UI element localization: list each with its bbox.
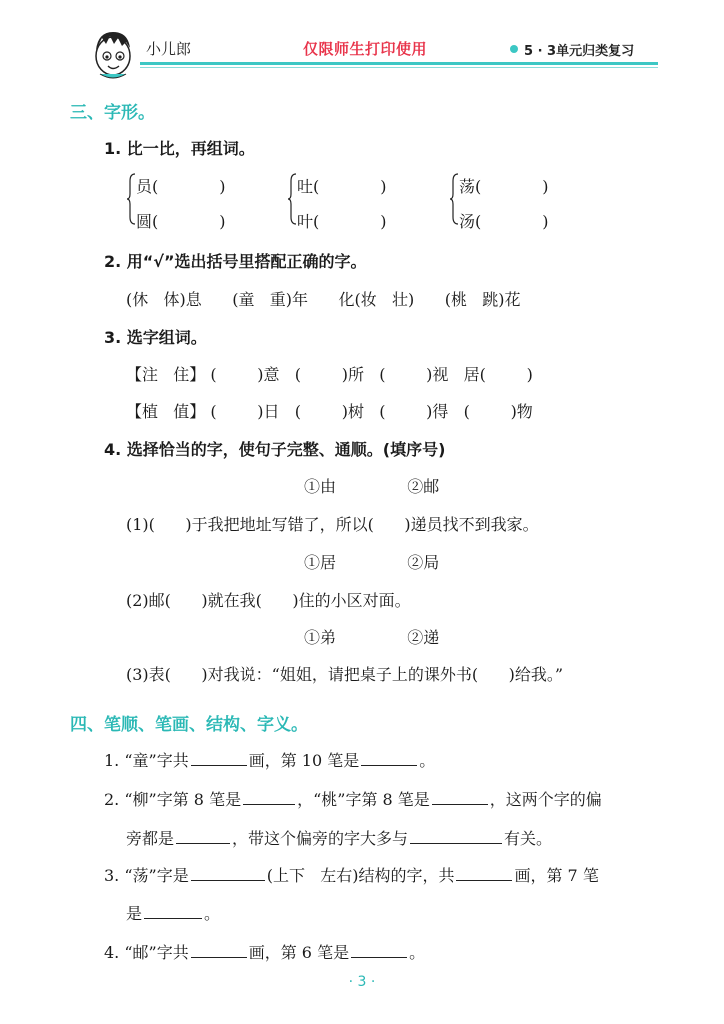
q1-title: 1. 比一比，再组词。 bbox=[104, 139, 255, 158]
compare-word-2-top: 吐( ) bbox=[297, 177, 387, 196]
q2-title: 2. 用“√”选出括号里搭配正确的字。 bbox=[104, 252, 367, 271]
s4-line-3: 3. “荡”字是 (上下 左右)结构的字，共 画，第 7 笔 bbox=[104, 866, 599, 885]
q4-options-3: ①弟 ②递 bbox=[304, 628, 440, 647]
compare-word-1-top: 员( ) bbox=[136, 177, 226, 196]
q3-title: 3. 选字组词。 bbox=[104, 328, 207, 347]
compare-word-2-bottom: 叶( ) bbox=[297, 212, 387, 231]
answer-blank[interactable] bbox=[144, 905, 202, 919]
q3-line-2: 【植 值】 ( )日 ( )树 ( )得 ( )物 bbox=[126, 402, 533, 421]
page-header bbox=[0, 0, 724, 90]
answer-blank[interactable] bbox=[351, 944, 407, 958]
q4-sentence-1: (1)( )于我把地址写错了，所以( )递员找不到我家。 bbox=[126, 515, 539, 534]
boy-mascot-logo bbox=[88, 26, 138, 82]
s4-line-4: 4. “邮”字共 画，第 6 笔是 。 bbox=[104, 943, 426, 962]
answer-blank[interactable] bbox=[176, 830, 230, 844]
answer-blank[interactable] bbox=[191, 867, 265, 881]
s4-line-3b: 是 。 bbox=[126, 904, 221, 923]
answer-blank[interactable] bbox=[191, 944, 247, 958]
section-3-title: 三、字形。 bbox=[70, 103, 155, 123]
s4-line-2b: 旁都是 ，带这个偏旁的字大多与 有关。 bbox=[126, 829, 553, 848]
compare-word-1-bottom: 圆( ) bbox=[136, 212, 226, 231]
q4-options-1: ①由 ②邮 bbox=[304, 477, 440, 496]
q3-line-1: 【注 住】 ( )意 ( )所 ( )视 居( ) bbox=[126, 365, 533, 384]
brace-icon bbox=[450, 173, 459, 225]
s4-line-2: 2. “柳”字第 8 笔是 ，“桃”字第 8 笔是 ，这两个字的偏 bbox=[104, 790, 602, 809]
answer-blank[interactable] bbox=[410, 830, 502, 844]
bullet-dot-icon bbox=[510, 45, 518, 53]
page-number: · 3 · bbox=[348, 974, 376, 990]
q2-choices: (休 体)息 (童 重)年 化(妆 壮) (桃 跳)花 bbox=[126, 290, 521, 309]
header-rule bbox=[140, 62, 658, 65]
compare-word-3-top: 荡( ) bbox=[459, 177, 549, 196]
usage-notice: 仅限师生打印使用 bbox=[303, 40, 428, 58]
q4-options-2: ①居 ②局 bbox=[304, 553, 440, 572]
answer-blank[interactable] bbox=[456, 867, 512, 881]
section-4-title: 四、笔顺、笔画、结构、字义。 bbox=[70, 715, 308, 735]
answer-blank[interactable] bbox=[432, 791, 488, 805]
header-rule-thin bbox=[140, 67, 658, 68]
q4-sentence-2: (2)邮( )就在我( )住的小区对面。 bbox=[126, 591, 411, 610]
answer-blank[interactable] bbox=[191, 752, 247, 766]
answer-blank[interactable] bbox=[361, 752, 417, 766]
brace-icon bbox=[288, 173, 297, 225]
q4-sentence-3: (3)表( )对我说：“姐姐，请把桌子上的课外书( )给我。” bbox=[126, 665, 564, 684]
compare-word-3-bottom: 汤( ) bbox=[459, 212, 549, 231]
s4-line-1: 1. “童”字共 画，第 10 笔是 。 bbox=[104, 751, 436, 770]
brand-name: 小儿郎 bbox=[146, 40, 192, 58]
brace-icon bbox=[127, 173, 136, 225]
q4-title: 4. 选择恰当的字，使句子完整、通顺。(填序号) bbox=[104, 440, 446, 459]
unit-title: 5 · 3单元归类复习 bbox=[524, 44, 635, 59]
answer-blank[interactable] bbox=[243, 791, 295, 805]
